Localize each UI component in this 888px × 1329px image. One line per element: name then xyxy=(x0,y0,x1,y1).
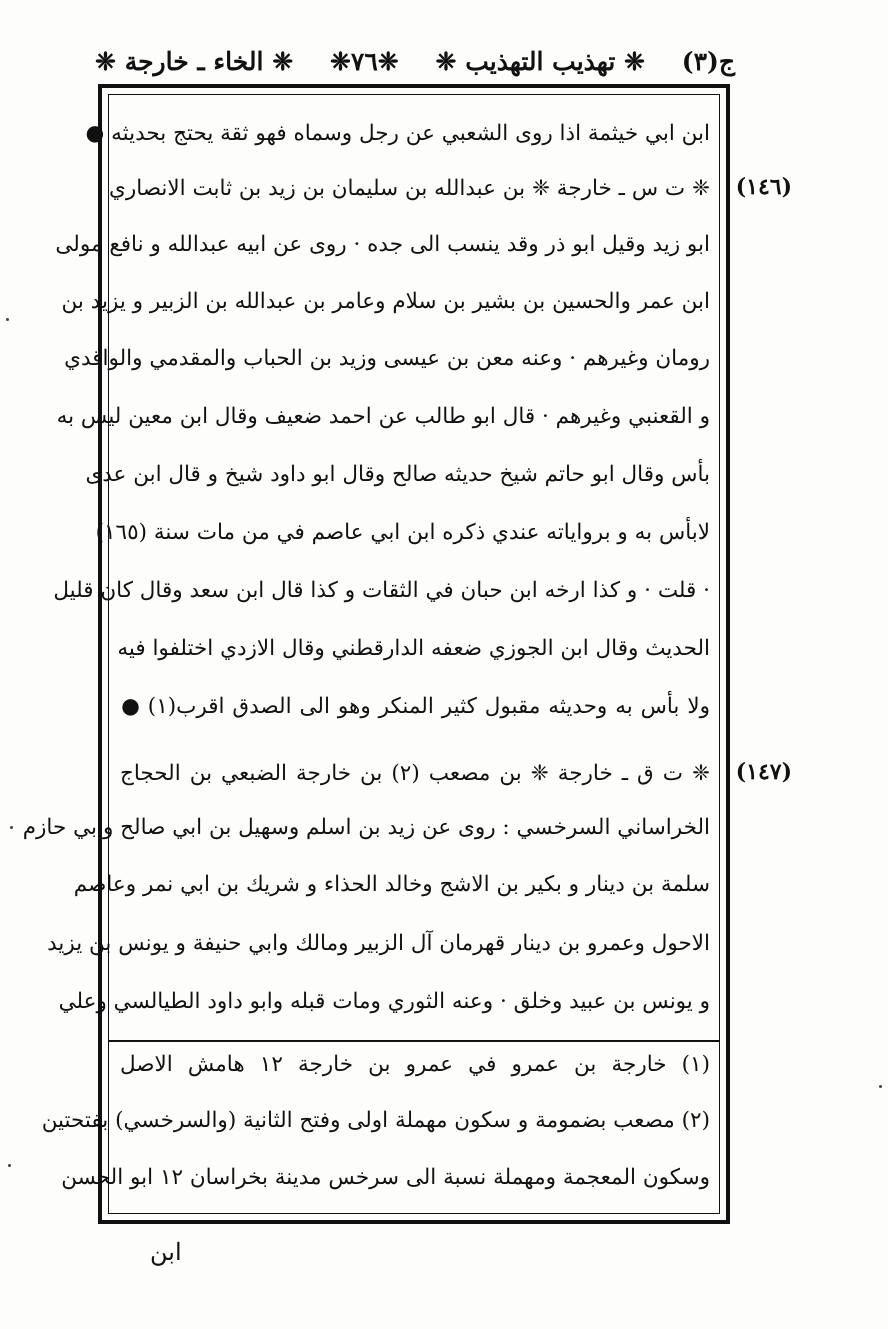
running-header xyxy=(95,38,735,84)
scan-speck xyxy=(8,1164,11,1167)
section-title: ❈ الخاء ـ خارجة ❈ xyxy=(95,46,294,76)
text-line: ابن عمر والحسين بن بشير بن سلام وعامر بن عبدالله بن الزبير و يزيد بن xyxy=(61,289,710,314)
entry-number-147: (١٤٧) xyxy=(735,759,792,785)
text-line: لابأس به و برواياته عندي ذكره ابن ابي عاصم في من مات سنة (١٦٥) xyxy=(95,520,710,545)
text-line: ولا بأس به وحديثه مقبول كثير المنكر وهو الى الصدق اقرب(١) ● xyxy=(120,694,710,719)
entry-number-146: (١٤٦) xyxy=(735,174,792,200)
text-line: الخراساني السرخسي : روى عن زيد بن اسلم وسهيل بن ابي صالح وابي حازم xyxy=(22,815,710,840)
text-line: ❈ ت س ـ خارجة ❈ بن عبدالله بن سليمان بن زيد بن ثابت الانصاري xyxy=(108,176,710,201)
text-line: الاحول وعمرو بن دينار قهرمان آل الزبير ومالك وابي حنيفة و يونس بن يزيد xyxy=(47,931,710,956)
text-line: رومان وغيرهم · وعنه معن بن عيسى وزيد بن الحباب والمقدمي والواقدي xyxy=(64,346,710,371)
book-title: ❈ تهذيب التهذيب ❈ xyxy=(435,46,645,76)
catchword: ابن xyxy=(150,1238,182,1266)
text-line: ابن ابي خيثمة اذا روى الشعبي عن رجل وسماه فهو ثقة يحتج بحديثه ● xyxy=(85,121,710,146)
scan-speck xyxy=(10,826,13,829)
text-line: سلمة بن دينار و بكير بن الاشج وخالد الحذاء و شريك بن ابي نمر وعاصم xyxy=(73,872,710,897)
footnote-line: (٢) مصعب بضمومة و سكون مهملة اولى وفتح الثانية (والسرخسي) بفتحتين xyxy=(41,1108,710,1133)
volume-label: ج(٣) xyxy=(681,46,735,76)
scan-speck xyxy=(6,318,9,321)
footnote-line: (١) خارجة بن عمرو في عمرو بن خارجة ١٢ هامش الاصل xyxy=(120,1052,710,1077)
footnote-line: وسكون المعجمة ومهملة نسبة الى سرخس مدينة بخراسان ١٢ ابو الحسن xyxy=(61,1165,710,1190)
page-number: ❈٧٦❈ xyxy=(329,46,399,76)
text-line: ابو زيد وقيل ابو ذر وقد ينسب الى جده · روى عن ابيه عبدالله و نافع مولى xyxy=(55,232,710,257)
text-line: الحديث وقال ابن الجوزي ضعفه الدارقطني وقال الازدي اختلفوا فيه xyxy=(117,636,710,661)
text-line: بأس وقال ابو حاتم شيخ حديثه صالح وقال ابو داود شيخ و قال ابن عدى xyxy=(85,462,710,487)
text-line: و القعنبي وغيرهم · قال ابو طالب عن احمد ضعيف وقال ابن معين ليس به xyxy=(56,404,710,429)
text-line: ❈ ت ق ـ خارجة ❈ بن مصعب (٢) بن خارجة الضبعي بن الحجاج xyxy=(120,761,710,786)
text-line: · قلت · و كذا ارخه ابن حبان في الثقات و كذا قال ابن سعد وقال كان قليل xyxy=(53,578,710,603)
footnote-divider xyxy=(108,1040,720,1042)
scan-speck xyxy=(879,1085,882,1088)
text-line: و يونس بن عبيد وخلق · وعنه الثوري ومات قبله وابو داود الطيالسي وعلي xyxy=(58,989,710,1014)
